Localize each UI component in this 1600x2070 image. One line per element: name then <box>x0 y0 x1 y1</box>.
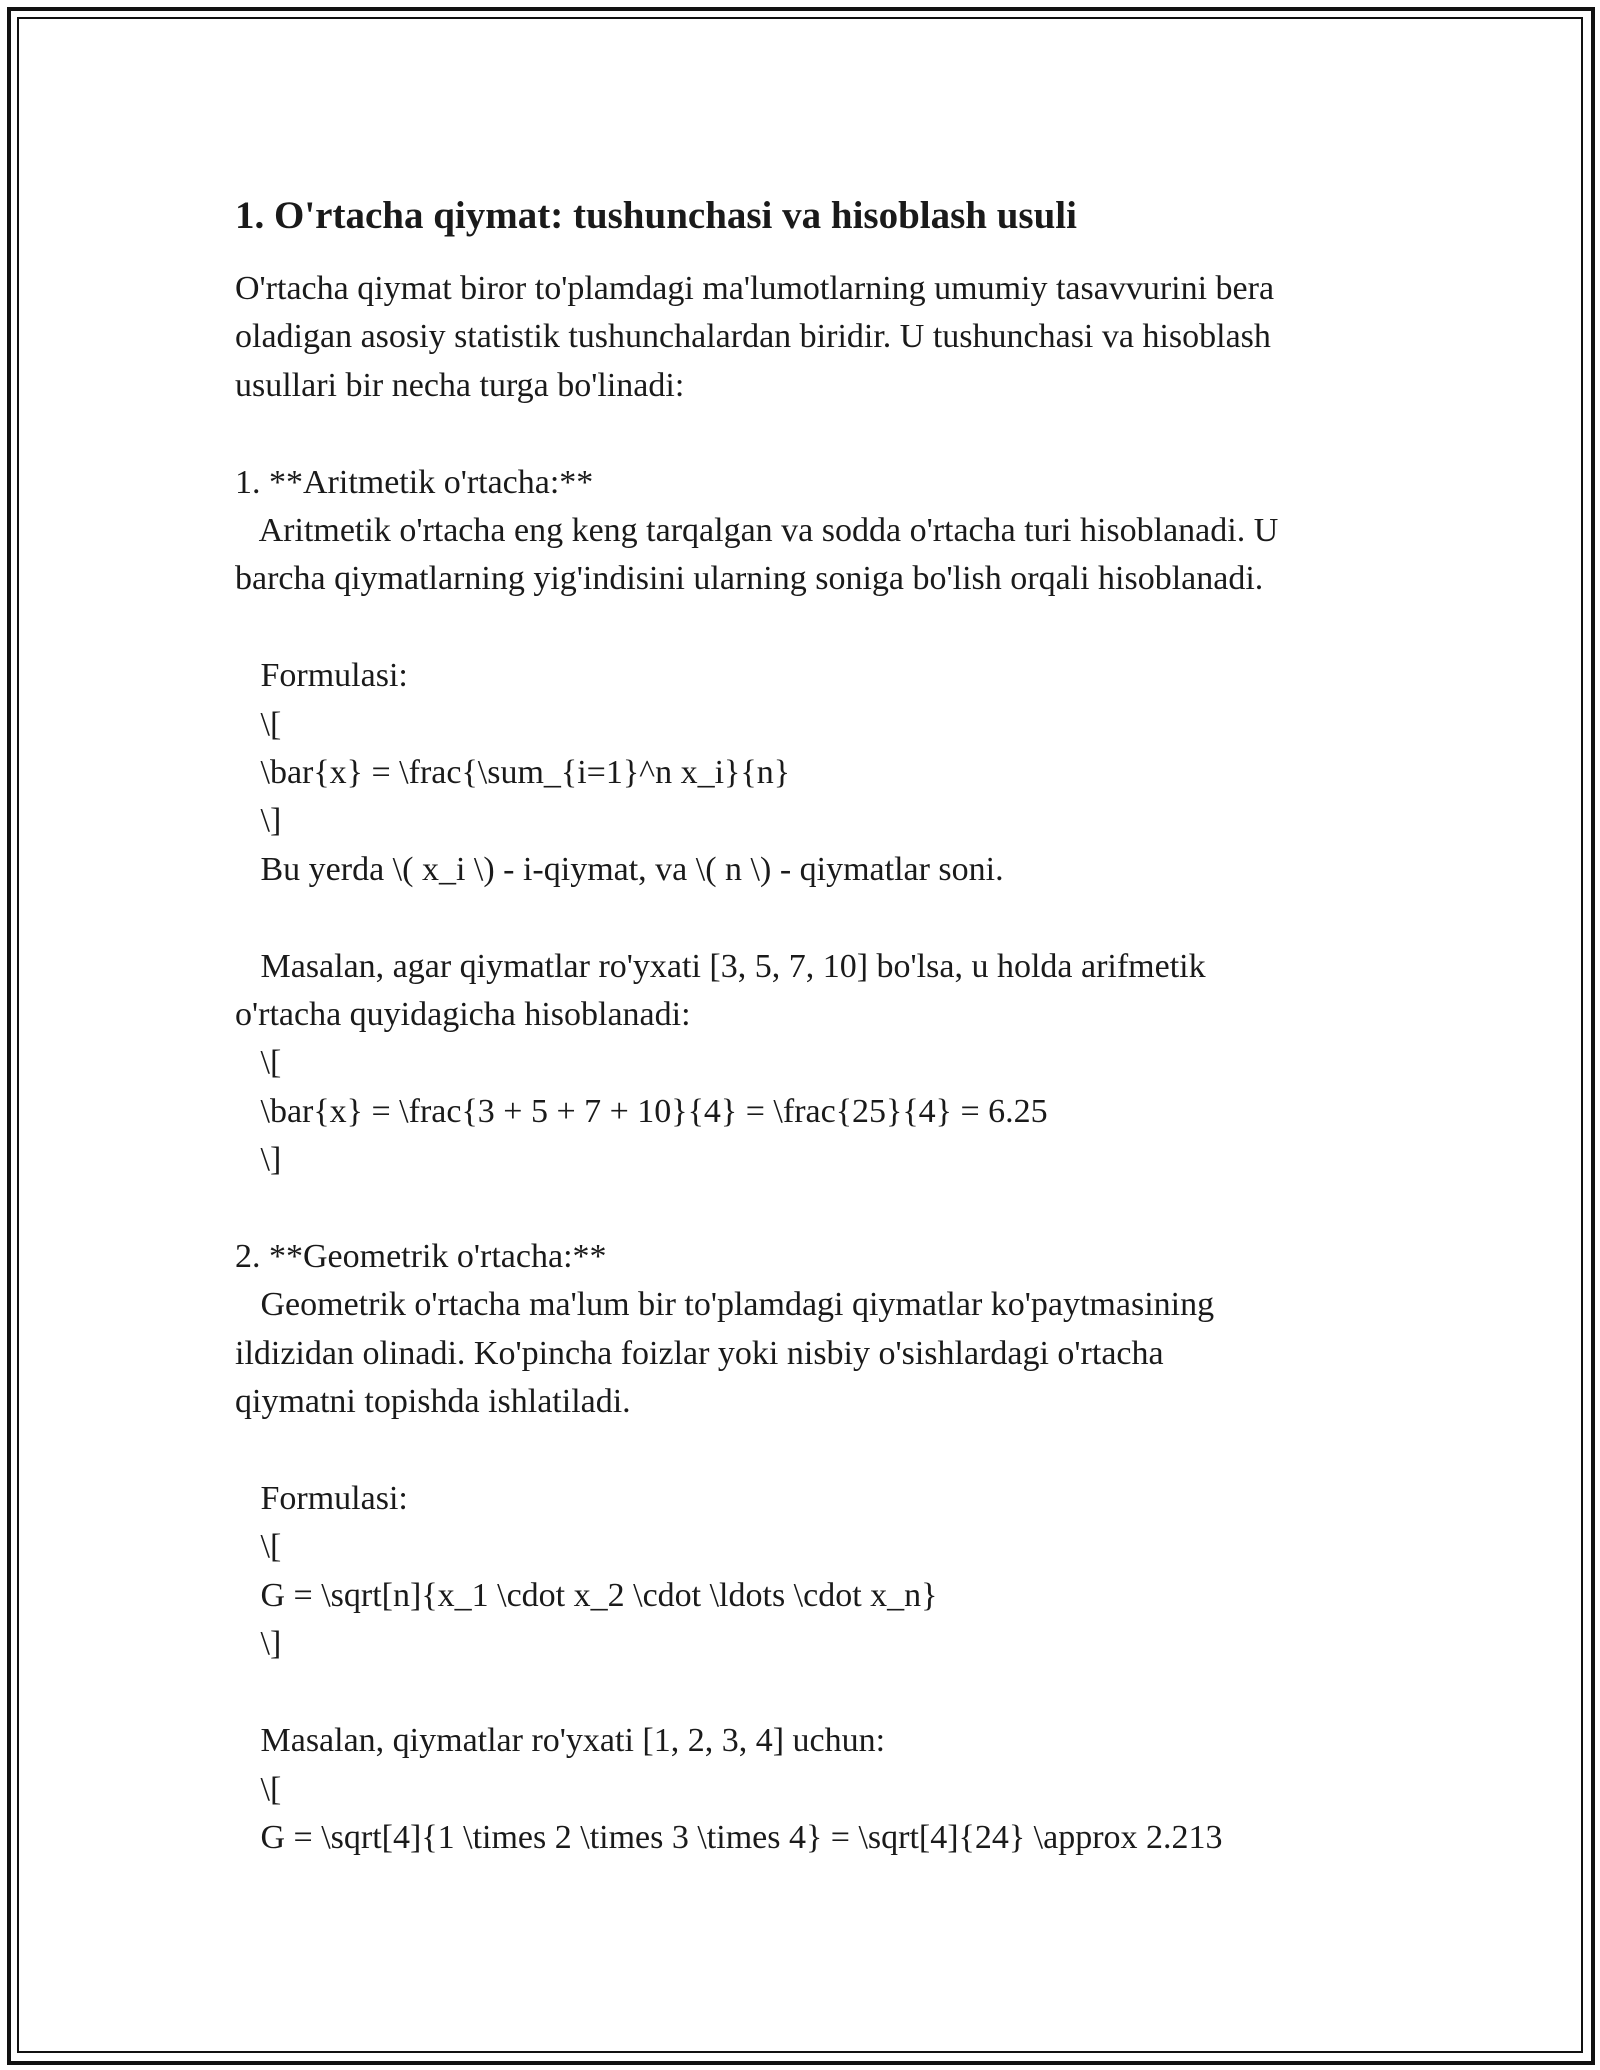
text-line: Masalan, qiymatlar ro'yxati [1, 2, 3, 4] uchun: <box>235 1722 886 1760</box>
text-line: Aritmetik o'rtacha eng keng tarqalgan va sodda o'rtacha turi hisoblanadi. U <box>235 512 1279 550</box>
text-line: oladigan asosiy statistik tushunchalardan biridir. U tushunchasi va hisoblash <box>235 318 1271 356</box>
text-line: o'rtacha quyidagicha hisoblanadi: <box>235 996 691 1034</box>
text-line: barcha qiymatlarning yig'indisini ularning soniga bo'lish orqali hisoblanadi. <box>235 560 1264 598</box>
text-line: G = \sqrt[4]{1 \times 2 \times 3 \times 4} = \sqrt[4]{24} \approx 2.213 <box>235 1818 1223 1856</box>
text-line: 2. **Geometrik o'rtacha:** <box>235 1238 607 1276</box>
text-line: \[ <box>235 705 282 743</box>
text-line: Formulasi: <box>235 657 408 695</box>
text-line: 1. **Aritmetik o'rtacha:** <box>235 463 594 501</box>
text-line: \] <box>235 802 282 840</box>
section-title: 1. O'rtacha qiymat: tushunchasi va hisoblash usuli <box>235 194 1077 237</box>
text-line: O'rtacha qiymat biror to'plamdagi ma'lumotlarning umumiy tasavvurini bera <box>235 270 1275 307</box>
blank-line <box>235 1669 1415 1717</box>
text-line: ildizidan olinadi. Ko'pincha foizlar yoki nisbiy o'sishlardagi o'rtacha <box>235 1334 1164 1372</box>
text-line: G = \sqrt[n]{x_1 \cdot x_2 \cdot \ldots \cdot x_n} <box>235 1576 938 1614</box>
text-line: \bar{x} = \frac{3 + 5 + 7 + 10}{4} = \frac{25}{4} = 6.25 <box>235 1092 1048 1130</box>
text-line: usullari bir necha turga bo'linadi: <box>235 366 685 404</box>
blank-line <box>235 604 1415 652</box>
blank-line <box>235 1185 1415 1233</box>
text-line: \] <box>235 1141 282 1179</box>
text-line: \] <box>235 1625 282 1663</box>
text-line: Bu yerda \( x_i \) - i-qiymat, va \( n \) - qiymatlar soni. <box>235 850 1004 888</box>
blank-line <box>235 410 1415 458</box>
text-lines <box>235 265 1415 1862</box>
document-body <box>235 178 1415 1862</box>
text-line: \[ <box>235 1770 282 1808</box>
text-line: qiymatni topishda ishlatiladi. <box>235 1383 631 1421</box>
text-line: Geometrik o'rtacha ma'lum bir to'plamdagi qiymatlar ko'paytmasining <box>235 1286 1215 1324</box>
blank-line <box>235 894 1415 942</box>
text-line: Formulasi: <box>235 1480 408 1518</box>
blank-line <box>235 1427 1415 1475</box>
text-line: Masalan, agar qiymatlar ro'yxati [3, 5, 7, 10] bo'lsa, u holda arifmetik <box>235 947 1206 985</box>
text-line: \[ <box>235 1044 282 1082</box>
text-line: \[ <box>235 1528 282 1566</box>
text-line: \bar{x} = \frac{\sum_{i=1}^n x_i}{n} <box>235 754 791 792</box>
